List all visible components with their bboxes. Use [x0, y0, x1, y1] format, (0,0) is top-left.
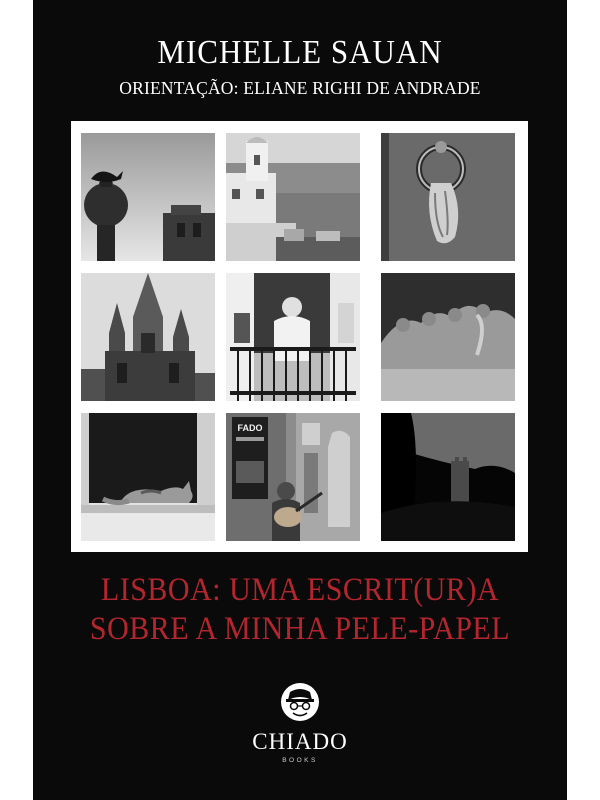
book-title-line-1: LISBOA: UMA ESCRIT(UR)A [100, 571, 500, 608]
photo-cat-window [81, 413, 215, 541]
publisher-logo-icon [280, 682, 320, 722]
photo-discoveries-monument [381, 273, 515, 401]
photo-bird-on-finial [81, 133, 215, 261]
photo-lisbon-skyline [226, 133, 360, 261]
publisher-subtitle: BOOKS [282, 757, 318, 764]
advisor-line: ORIENTAÇÃO: ELIANE RIGHI DE ANDRADE [119, 78, 481, 98]
photo-door-knocker [381, 133, 515, 261]
photo-dark-castle [381, 413, 515, 541]
author-name: MICHELLE SAUAN [157, 32, 443, 71]
book-cover [33, 0, 567, 800]
photo-fado-guitarist [226, 413, 360, 541]
photo-mosaic [71, 121, 528, 552]
photo-gothic-tower [81, 273, 215, 401]
book-title-line-2: SOBRE A MINHA PELE-PAPEL [89, 610, 511, 647]
photo-woman-balcony [226, 273, 360, 401]
publisher-name: CHIADO [252, 729, 348, 754]
fado-sign-text: FADO [237, 423, 263, 433]
